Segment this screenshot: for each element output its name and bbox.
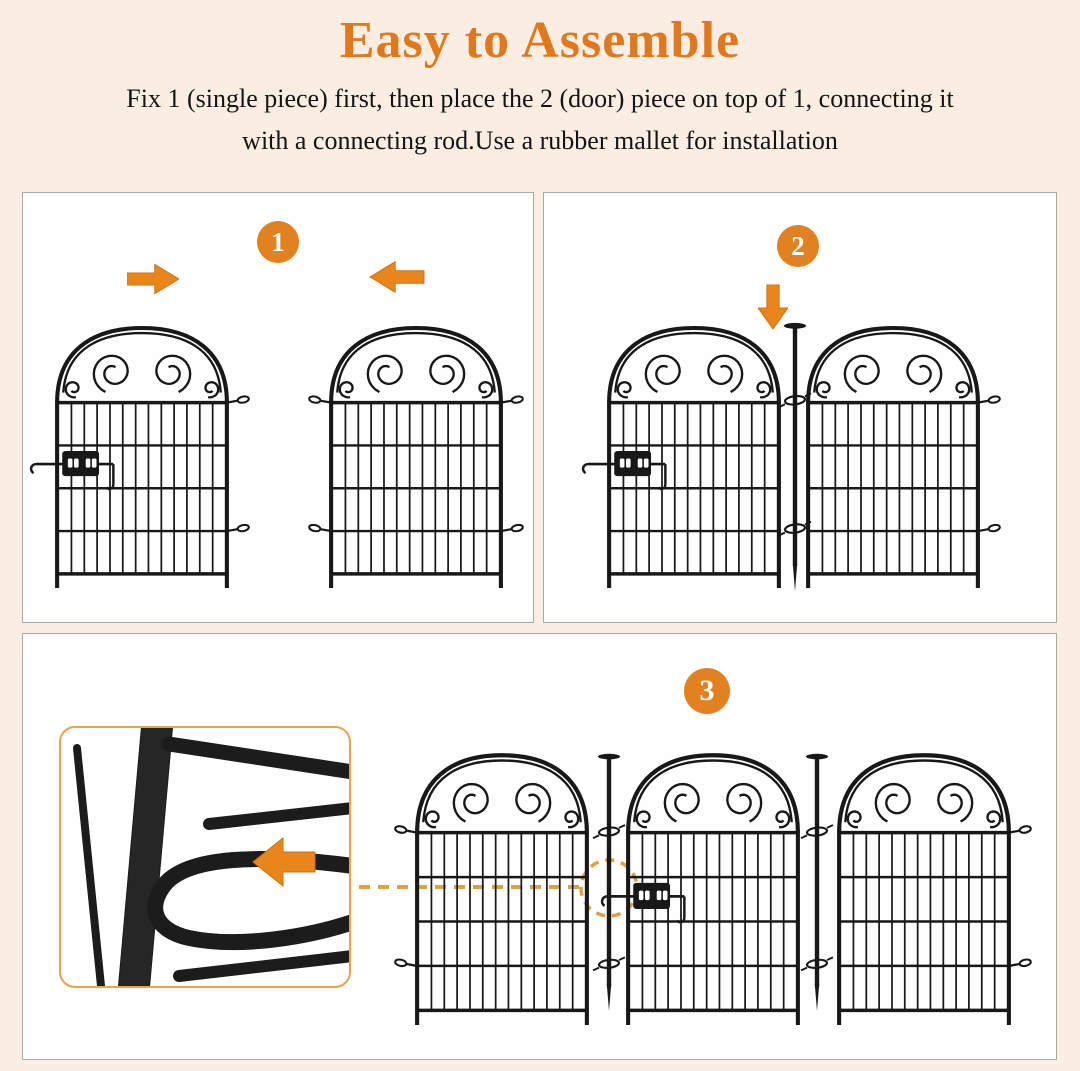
subtitle-line-2: with a connecting rod.Use a rubber mallet for installation (242, 126, 838, 155)
fence-single-piece (834, 749, 1014, 1025)
fence-grid (609, 403, 779, 574)
fence-grid (808, 403, 978, 574)
step-3-panel (22, 633, 1057, 1060)
arrow-left-icon (253, 838, 315, 886)
step-2-badge: 2 (777, 225, 819, 267)
fence-door-piece (52, 322, 232, 588)
connecting-rod (804, 750, 830, 1022)
connecting-rod (596, 750, 622, 1022)
fence-door-piece (623, 749, 803, 1025)
subtitle-line-1: Fix 1 (single piece) first, then place the 2 (door) piece on top of 1, connecting it (126, 84, 954, 113)
fence-grid (331, 403, 501, 574)
step-2-panel (543, 192, 1057, 623)
header (0, 0, 1080, 162)
connection-closeup-photo (61, 728, 349, 986)
arrow-left-icon (367, 259, 427, 295)
fence-single-piece (412, 749, 592, 1025)
connection-detail-inset (59, 726, 351, 988)
fence-single-piece (326, 322, 506, 588)
step-1-panel (22, 192, 534, 623)
step-1-badge: 1 (257, 221, 299, 263)
fence-grid (57, 403, 227, 574)
fence-grid (417, 833, 587, 1011)
fence-single-piece (803, 322, 983, 588)
arrow-right-icon (127, 261, 179, 297)
fence-door-piece (604, 322, 784, 588)
page-title: Easy to Assemble (339, 12, 741, 69)
fence-grid (628, 833, 798, 1011)
fence-grid (839, 833, 1009, 1011)
step-3-badge: 3 (684, 668, 730, 714)
